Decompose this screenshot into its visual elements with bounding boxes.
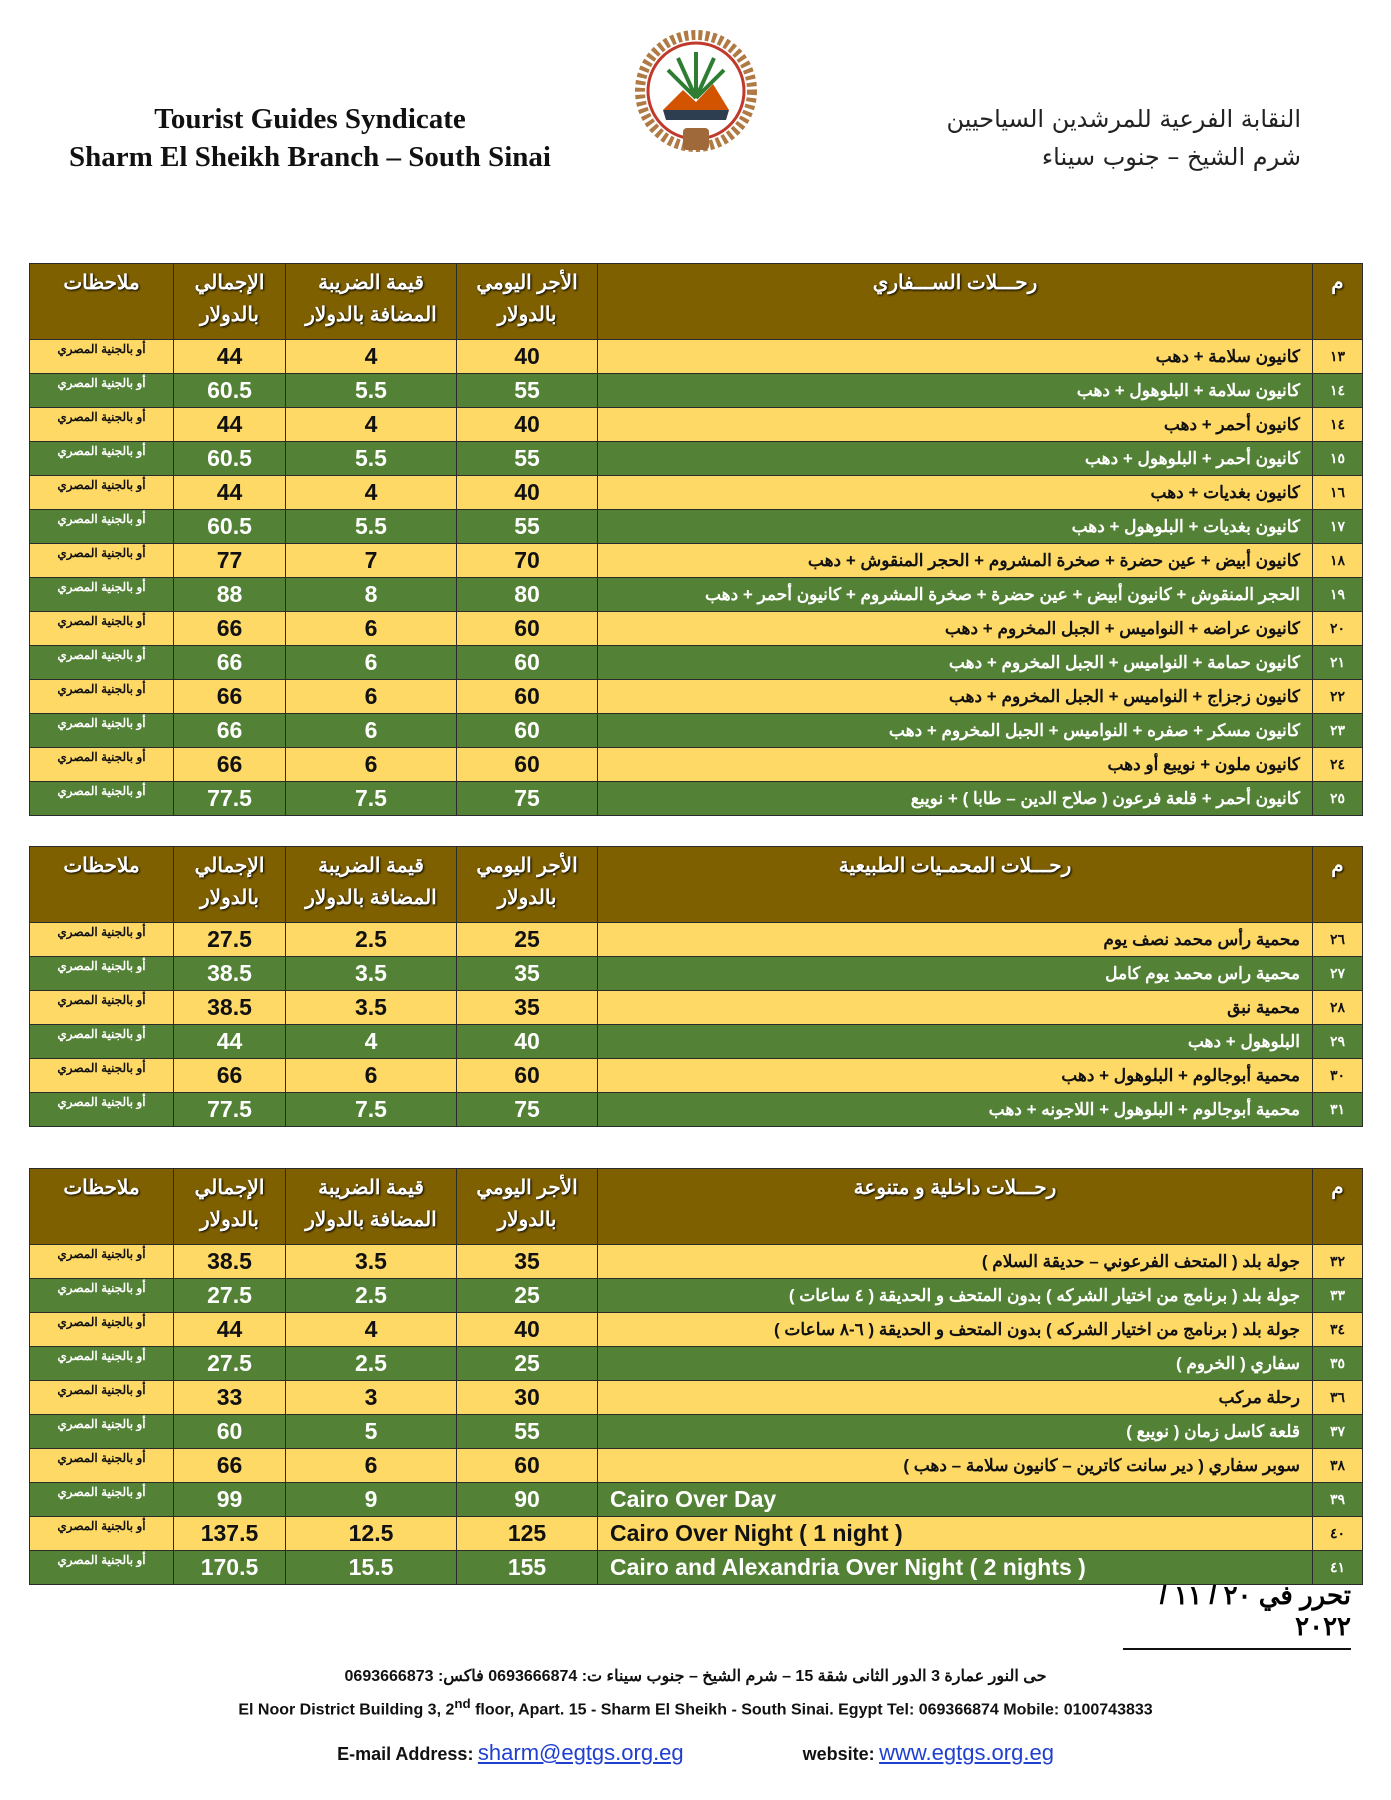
note: أو بالجنية المصري	[30, 578, 174, 612]
price-table	[29, 1168, 1363, 1585]
table-header-row	[30, 1169, 1363, 1245]
daily-wage: 55	[457, 374, 598, 408]
row-number: ٢٠	[1313, 612, 1363, 646]
vat-amount: 6	[286, 1059, 457, 1093]
row-number: ٣٣	[1313, 1279, 1363, 1313]
note: أو بالجنية المصري	[30, 1381, 174, 1415]
note: أو بالجنية المصري	[30, 782, 174, 816]
row-number: ٣٩	[1313, 1483, 1363, 1517]
note: أو بالجنية المصري	[30, 1347, 174, 1381]
col-label: بالدولار	[200, 887, 259, 909]
note: أو بالجنية المصري	[30, 1093, 174, 1127]
email-label: E-mail Address:	[337, 1744, 474, 1764]
note: أو بالجنية المصري	[30, 510, 174, 544]
row-number: ٣٠	[1313, 1059, 1363, 1093]
vat-amount: 5.5	[286, 442, 457, 476]
col-vat	[286, 264, 457, 340]
trip-description: محمية أبوجالوم + البلوهول + دهب	[598, 1059, 1313, 1093]
note: أو بالجنية المصري	[30, 957, 174, 991]
daily-wage: 60	[457, 646, 598, 680]
col-label: المضافة بالدولار	[305, 1209, 437, 1231]
daily-wage: 60	[457, 748, 598, 782]
trip-description: كانيون عراضه + النواميس + الجبل المخروم + دهب	[598, 612, 1313, 646]
total-amount: 27.5	[174, 923, 286, 957]
website-label: website:	[802, 1744, 875, 1764]
trip-description: كانيون حمامة + النواميس + الجبل المخروم + دهب	[598, 646, 1313, 680]
note: أو بالجنية المصري	[30, 544, 174, 578]
table-row	[30, 544, 1363, 578]
daily-wage: 25	[457, 1279, 598, 1313]
daily-wage: 60	[457, 714, 598, 748]
col-notes: ملاحظات	[30, 264, 174, 340]
trip-description: محمية نبق	[598, 991, 1313, 1025]
row-number: ١٥	[1313, 442, 1363, 476]
total-amount: 66	[174, 612, 286, 646]
trip-description: جولة بلد ( برنامج من اختيار الشركه ) بدون المتحف و الحديقة ( ٤ ساعات )	[598, 1279, 1313, 1313]
total-amount: 66	[174, 646, 286, 680]
col-label: بالدولار	[497, 887, 557, 909]
row-number: ٢١	[1313, 646, 1363, 680]
note: أو بالجنية المصري	[30, 442, 174, 476]
total-amount: 33	[174, 1381, 286, 1415]
vat-amount: 5	[286, 1415, 457, 1449]
total-amount: 38.5	[174, 957, 286, 991]
trip-description: كانيون بغديات + دهب	[598, 476, 1313, 510]
row-number: ٣٨	[1313, 1449, 1363, 1483]
col-label: الإجمالي	[194, 855, 265, 877]
col-notes: ملاحظات	[30, 847, 174, 923]
table-row	[30, 1313, 1363, 1347]
row-number: ١٨	[1313, 544, 1363, 578]
col-label: الأجر اليومي	[476, 855, 578, 877]
daily-wage: 55	[457, 510, 598, 544]
daily-wage: 125	[457, 1517, 598, 1551]
daily-wage: 25	[457, 923, 598, 957]
note: أو بالجنية المصري	[30, 748, 174, 782]
table-title: رحـــلات داخلية و متنوعة	[598, 1169, 1313, 1245]
trip-description: Cairo Over Day	[598, 1483, 1313, 1517]
trip-description: كانيون أحمر + قلعة فرعون ( صلاح الدين – طابا ) + نويبع	[598, 782, 1313, 816]
table-row	[30, 510, 1363, 544]
footer-address-ar: حى النور عمارة 3 الدور الثانى شقة 15 – شرم الشيخ – جنوب سيناء ت: 0693666874 فاكس: 0693666873	[344, 1668, 1047, 1685]
vat-amount: 2.5	[286, 1347, 457, 1381]
col-serial: م	[1313, 847, 1363, 923]
vat-amount: 4	[286, 1313, 457, 1347]
note: أو بالجنية المصري	[30, 1415, 174, 1449]
daily-wage: 40	[457, 476, 598, 510]
trip-description: رحلة مركب	[598, 1381, 1313, 1415]
table-row	[30, 748, 1363, 782]
vat-amount: 9	[286, 1483, 457, 1517]
table-row	[30, 442, 1363, 476]
table-row	[30, 1093, 1363, 1127]
row-number: ١٧	[1313, 510, 1363, 544]
trip-description: قلعة كاسل زمان ( نويبع )	[598, 1415, 1313, 1449]
table-row	[30, 1381, 1363, 1415]
header-arabic	[801, 100, 1301, 176]
address-sup: nd	[454, 1696, 471, 1711]
daily-wage: 60	[457, 1449, 598, 1483]
vat-amount: 8	[286, 578, 457, 612]
table-row	[30, 991, 1363, 1025]
table-row	[30, 1245, 1363, 1279]
note: أو بالجنية المصري	[30, 1449, 174, 1483]
note: أو بالجنية المصري	[30, 1483, 174, 1517]
col-label: بالدولار	[497, 304, 557, 326]
total-amount: 27.5	[174, 1279, 286, 1313]
table-row	[30, 714, 1363, 748]
trip-description: الحجر المنقوش + كانيون أبيض + عين حضرة + صخرة المشروم + كانيون أحمر + دهب	[598, 578, 1313, 612]
daily-wage: 60	[457, 1059, 598, 1093]
row-number: ٢٢	[1313, 680, 1363, 714]
table-row	[30, 1483, 1363, 1517]
vat-amount: 5.5	[286, 374, 457, 408]
table-row	[30, 1347, 1363, 1381]
total-amount: 66	[174, 1449, 286, 1483]
row-number: ٢٨	[1313, 991, 1363, 1025]
vat-amount: 4	[286, 408, 457, 442]
note: أو بالجنية المصري	[30, 680, 174, 714]
table-header-row	[30, 264, 1363, 340]
total-amount: 66	[174, 1059, 286, 1093]
total-amount: 66	[174, 714, 286, 748]
note: أو بالجنية المصري	[30, 1313, 174, 1347]
table-row	[30, 1449, 1363, 1483]
note: أو بالجنية المصري	[30, 1059, 174, 1093]
trip-description: جولة بلد ( برنامج من اختيار الشركه ) بدون المتحف و الحديقة ( ٦-٨ ساعات )	[598, 1313, 1313, 1347]
col-label: بالدولار	[200, 304, 259, 326]
col-serial: م	[1313, 264, 1363, 340]
row-number: ٢٩	[1313, 1025, 1363, 1059]
total-amount: 44	[174, 1313, 286, 1347]
col-label: الإجمالي	[194, 1177, 265, 1199]
row-number: ٤١	[1313, 1551, 1363, 1585]
email-link[interactable]: sharm@egtgs.org.eg	[477, 1740, 684, 1765]
vat-amount: 12.5	[286, 1517, 457, 1551]
branch-name-ar: شرم الشيخ – جنوب سيناء	[1041, 143, 1301, 171]
note: أو بالجنية المصري	[30, 991, 174, 1025]
col-label: الأجر اليومي	[476, 272, 578, 294]
note: أو بالجنية المصري	[30, 714, 174, 748]
total-amount: 77	[174, 544, 286, 578]
col-daily-wage	[457, 847, 598, 923]
row-number: ٢٥	[1313, 782, 1363, 816]
table-header-row	[30, 847, 1363, 923]
total-amount: 44	[174, 1025, 286, 1059]
table-row	[30, 612, 1363, 646]
total-amount: 137.5	[174, 1517, 286, 1551]
daily-wage: 80	[457, 578, 598, 612]
table-row	[30, 1059, 1363, 1093]
row-number: ٢٧	[1313, 957, 1363, 991]
trip-description: كانيون سلامة + البلوهول + دهب	[598, 374, 1313, 408]
price-table	[29, 846, 1363, 1127]
row-number: ١٦	[1313, 476, 1363, 510]
row-number: ٣٧	[1313, 1415, 1363, 1449]
vat-amount: 4	[286, 476, 457, 510]
vat-amount: 7.5	[286, 782, 457, 816]
daily-wage: 90	[457, 1483, 598, 1517]
price-table	[29, 263, 1363, 816]
col-label: المضافة بالدولار	[305, 887, 437, 909]
note: أو بالجنية المصري	[30, 1245, 174, 1279]
branch-name-en: Sharm El Sheikh Branch – South Sinai	[69, 141, 551, 173]
note: أو بالجنية المصري	[30, 340, 174, 374]
total-amount: 44	[174, 340, 286, 374]
col-vat	[286, 847, 457, 923]
vat-amount: 6	[286, 680, 457, 714]
vat-amount: 6	[286, 714, 457, 748]
total-amount: 170.5	[174, 1551, 286, 1585]
vat-amount: 3.5	[286, 957, 457, 991]
table-row	[30, 782, 1363, 816]
daily-wage: 55	[457, 442, 598, 476]
row-number: ٢٦	[1313, 923, 1363, 957]
col-notes: ملاحظات	[30, 1169, 174, 1245]
vat-amount: 3.5	[286, 1245, 457, 1279]
total-amount: 38.5	[174, 1245, 286, 1279]
table-title: رحـــلات الســـفاري	[598, 264, 1313, 340]
note: أو بالجنية المصري	[30, 408, 174, 442]
daily-wage: 40	[457, 1313, 598, 1347]
total-amount: 88	[174, 578, 286, 612]
table-title: رحـــلات المحمـيات الطبيعية	[598, 847, 1313, 923]
col-label: قيمة الضريبة	[318, 272, 424, 294]
table-row	[30, 923, 1363, 957]
row-number: ١٤	[1313, 374, 1363, 408]
trip-description: كانيون مسكر + صفره + النواميس + الجبل المخروم + دهب	[598, 714, 1313, 748]
total-amount: 77.5	[174, 1093, 286, 1127]
table-row	[30, 340, 1363, 374]
trip-description: محمية راس محمد يوم كامل	[598, 957, 1313, 991]
table-row	[30, 374, 1363, 408]
total-amount: 38.5	[174, 991, 286, 1025]
col-label: الأجر اليومي	[476, 1177, 578, 1199]
header-english	[40, 100, 580, 176]
trip-description: كانيون أبيض + عين حضرة + صخرة المشروم + الحجر المنقوش + دهب	[598, 544, 1313, 578]
note: أو بالجنية المصري	[30, 1025, 174, 1059]
col-daily-wage	[457, 1169, 598, 1245]
trip-description: Cairo and Alexandria Over Night ( 2 nights )	[598, 1551, 1313, 1585]
note: أو بالجنية المصري	[30, 646, 174, 680]
trip-description: جولة بلد ( المتحف الفرعوني – حديقة السلام )	[598, 1245, 1313, 1279]
table-row	[30, 408, 1363, 442]
vat-amount: 15.5	[286, 1551, 457, 1585]
footer-contact	[0, 1740, 1391, 1766]
total-amount: 60	[174, 1415, 286, 1449]
table-row	[30, 680, 1363, 714]
total-amount: 60.5	[174, 374, 286, 408]
daily-wage: 35	[457, 957, 598, 991]
table-row	[30, 1415, 1363, 1449]
total-amount: 99	[174, 1483, 286, 1517]
vat-amount: 3.5	[286, 991, 457, 1025]
daily-wage: 40	[457, 408, 598, 442]
syndicate-name-en: Tourist Guides Syndicate	[154, 103, 466, 135]
vat-amount: 6	[286, 612, 457, 646]
trip-description: سفاري ( الخروم )	[598, 1347, 1313, 1381]
total-amount: 66	[174, 748, 286, 782]
footer-address-en	[0, 1696, 1391, 1719]
address-part: El Noor District Building 3, 2	[238, 1701, 455, 1719]
vat-amount: 6	[286, 646, 457, 680]
col-label: قيمة الضريبة	[318, 1177, 424, 1199]
address-part: floor, Apart. 15 - Sharm El Sheikh - South Sinai. Egypt Tel: 069366874 Mobile: 0100743833	[470, 1701, 1153, 1719]
col-label: بالدولار	[200, 1209, 259, 1231]
syndicate-name-ar: النقابة الفرعية للمرشدين السياحيين	[946, 105, 1301, 133]
note: أو بالجنية المصري	[30, 374, 174, 408]
trip-description: البلوهول + دهب	[598, 1025, 1313, 1059]
col-total	[174, 847, 286, 923]
daily-wage: 35	[457, 1245, 598, 1279]
note: أو بالجنية المصري	[30, 1279, 174, 1313]
daily-wage: 40	[457, 1025, 598, 1059]
total-amount: 60.5	[174, 510, 286, 544]
trip-description: كانيون بغديات + البلوهول + دهب	[598, 510, 1313, 544]
vat-amount: 2.5	[286, 923, 457, 957]
daily-wage: 60	[457, 680, 598, 714]
row-number: ١٩	[1313, 578, 1363, 612]
row-number: ٢٣	[1313, 714, 1363, 748]
daily-wage: 75	[457, 782, 598, 816]
col-total	[174, 264, 286, 340]
table-row	[30, 646, 1363, 680]
daily-wage: 60	[457, 612, 598, 646]
vat-amount: 6	[286, 1449, 457, 1483]
vat-amount: 4	[286, 340, 457, 374]
trip-description: كانيون أحمر + دهب	[598, 408, 1313, 442]
col-daily-wage	[457, 264, 598, 340]
row-number: ٢٤	[1313, 748, 1363, 782]
table-row	[30, 1517, 1363, 1551]
daily-wage: 30	[457, 1381, 598, 1415]
daily-wage: 55	[457, 1415, 598, 1449]
trip-description: Cairo Over Night ( 1 night )	[598, 1517, 1313, 1551]
vat-amount: 7	[286, 544, 457, 578]
table-row	[30, 578, 1363, 612]
row-number: ٣٤	[1313, 1313, 1363, 1347]
daily-wage: 25	[457, 1347, 598, 1381]
row-number: ٣٦	[1313, 1381, 1363, 1415]
note: أو بالجنية المصري	[30, 612, 174, 646]
col-label: الإجمالي	[194, 272, 265, 294]
col-label: بالدولار	[497, 1209, 557, 1231]
vat-amount: 2.5	[286, 1279, 457, 1313]
row-number: ٣١	[1313, 1093, 1363, 1127]
trip-description: كانيون أحمر + البلوهول + دهب	[598, 442, 1313, 476]
table-row	[30, 1025, 1363, 1059]
row-number: ١٣	[1313, 340, 1363, 374]
syndicate-logo	[633, 28, 759, 154]
total-amount: 44	[174, 408, 286, 442]
note: أو بالجنية المصري	[30, 923, 174, 957]
note: أو بالجنية المصري	[30, 476, 174, 510]
daily-wage: 155	[457, 1551, 598, 1585]
vat-amount: 6	[286, 748, 457, 782]
website-link[interactable]: www.egtgs.org.eg	[879, 1740, 1054, 1765]
issue-date: تحرر في ٢٠ / ١١ / ٢٠٢٢	[1123, 1580, 1351, 1650]
col-label: المضافة بالدولار	[305, 304, 437, 326]
trip-description: كانيون سلامة + دهب	[598, 340, 1313, 374]
col-vat	[286, 1169, 457, 1245]
table-row	[30, 957, 1363, 991]
total-amount: 66	[174, 680, 286, 714]
col-label: قيمة الضريبة	[318, 855, 424, 877]
col-total	[174, 1169, 286, 1245]
total-amount: 44	[174, 476, 286, 510]
daily-wage: 75	[457, 1093, 598, 1127]
daily-wage: 70	[457, 544, 598, 578]
table-row	[30, 476, 1363, 510]
vat-amount: 3	[286, 1381, 457, 1415]
col-serial: م	[1313, 1169, 1363, 1245]
total-amount: 77.5	[174, 782, 286, 816]
vat-amount: 7.5	[286, 1093, 457, 1127]
row-number: ٣٥	[1313, 1347, 1363, 1381]
daily-wage: 40	[457, 340, 598, 374]
total-amount: 27.5	[174, 1347, 286, 1381]
row-number: ٣٢	[1313, 1245, 1363, 1279]
trip-description: محمية رأس محمد نصف يوم	[598, 923, 1313, 957]
row-number: ٤٠	[1313, 1517, 1363, 1551]
row-number: ١٤	[1313, 408, 1363, 442]
vat-amount: 4	[286, 1025, 457, 1059]
note: أو بالجنية المصري	[30, 1551, 174, 1585]
trip-description: محمية أبوجالوم + البلوهول + اللاجونه + دهب	[598, 1093, 1313, 1127]
trip-description: سوبر سفاري ( دير سانت كاترين – كانيون سلامة – دهب )	[598, 1449, 1313, 1483]
total-amount: 60.5	[174, 442, 286, 476]
table-row	[30, 1279, 1363, 1313]
trip-description: كانيون ملون + نويبع أو دهب	[598, 748, 1313, 782]
trip-description: كانيون زجزاج + النواميس + الجبل المخروم + دهب	[598, 680, 1313, 714]
note: أو بالجنية المصري	[30, 1517, 174, 1551]
daily-wage: 35	[457, 991, 598, 1025]
vat-amount: 5.5	[286, 510, 457, 544]
